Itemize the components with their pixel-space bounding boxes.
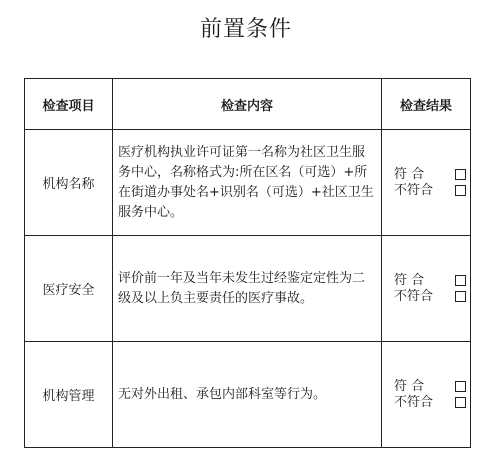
option-nonconform-label: 不符合 [394,182,434,198]
option-conform[interactable] [394,167,466,183]
row-result-cell [382,236,471,342]
row-content-text: 医疗机构执业许可证第一名称为社区卫生服务中心，名称格式为:所在区名（可选）+所在街道办事处名+识别名（可选）+社区卫生服务中心。 [113,130,382,236]
checkbox-icon[interactable] [455,397,466,408]
option-conform-label: 符 合 [394,272,425,288]
option-nonconform[interactable] [394,289,466,305]
checkbox-icon[interactable] [455,185,466,196]
checkbox-icon[interactable] [455,169,466,180]
option-conform-label: 符 合 [394,378,425,394]
checklist-table [24,78,471,448]
table-row [25,342,471,448]
row-content-text: 无对外出租、承包内部科室等行为。 [113,342,382,448]
option-nonconform-label: 不符合 [394,288,434,304]
option-conform[interactable] [394,273,466,289]
row-item-label: 机构管理 [25,342,113,448]
option-conform[interactable] [394,379,466,395]
header-check-item: 检查项目 [25,79,113,130]
option-nonconform[interactable] [394,395,466,411]
row-result-cell [382,130,471,236]
table-row [25,130,471,236]
checkbox-icon[interactable] [455,275,466,286]
option-conform-label: 符 合 [394,166,425,182]
checkbox-icon[interactable] [455,381,466,392]
page-title: 前置条件 [199,17,292,42]
option-nonconform[interactable] [394,183,466,199]
table-header-row [25,79,471,130]
checkbox-icon[interactable] [455,291,466,302]
header-check-result: 检查结果 [382,79,471,130]
header-check-content: 检查内容 [113,79,382,130]
row-item-label: 医疗安全 [25,236,113,342]
row-content-text: 评价前一年及当年未发生过经鉴定定性为二级及以上负主要责任的医疗事故。 [113,236,382,342]
row-result-cell [382,342,471,448]
table-row [25,236,471,342]
option-nonconform-label: 不符合 [394,394,434,410]
row-item-label: 机构名称 [25,130,113,236]
